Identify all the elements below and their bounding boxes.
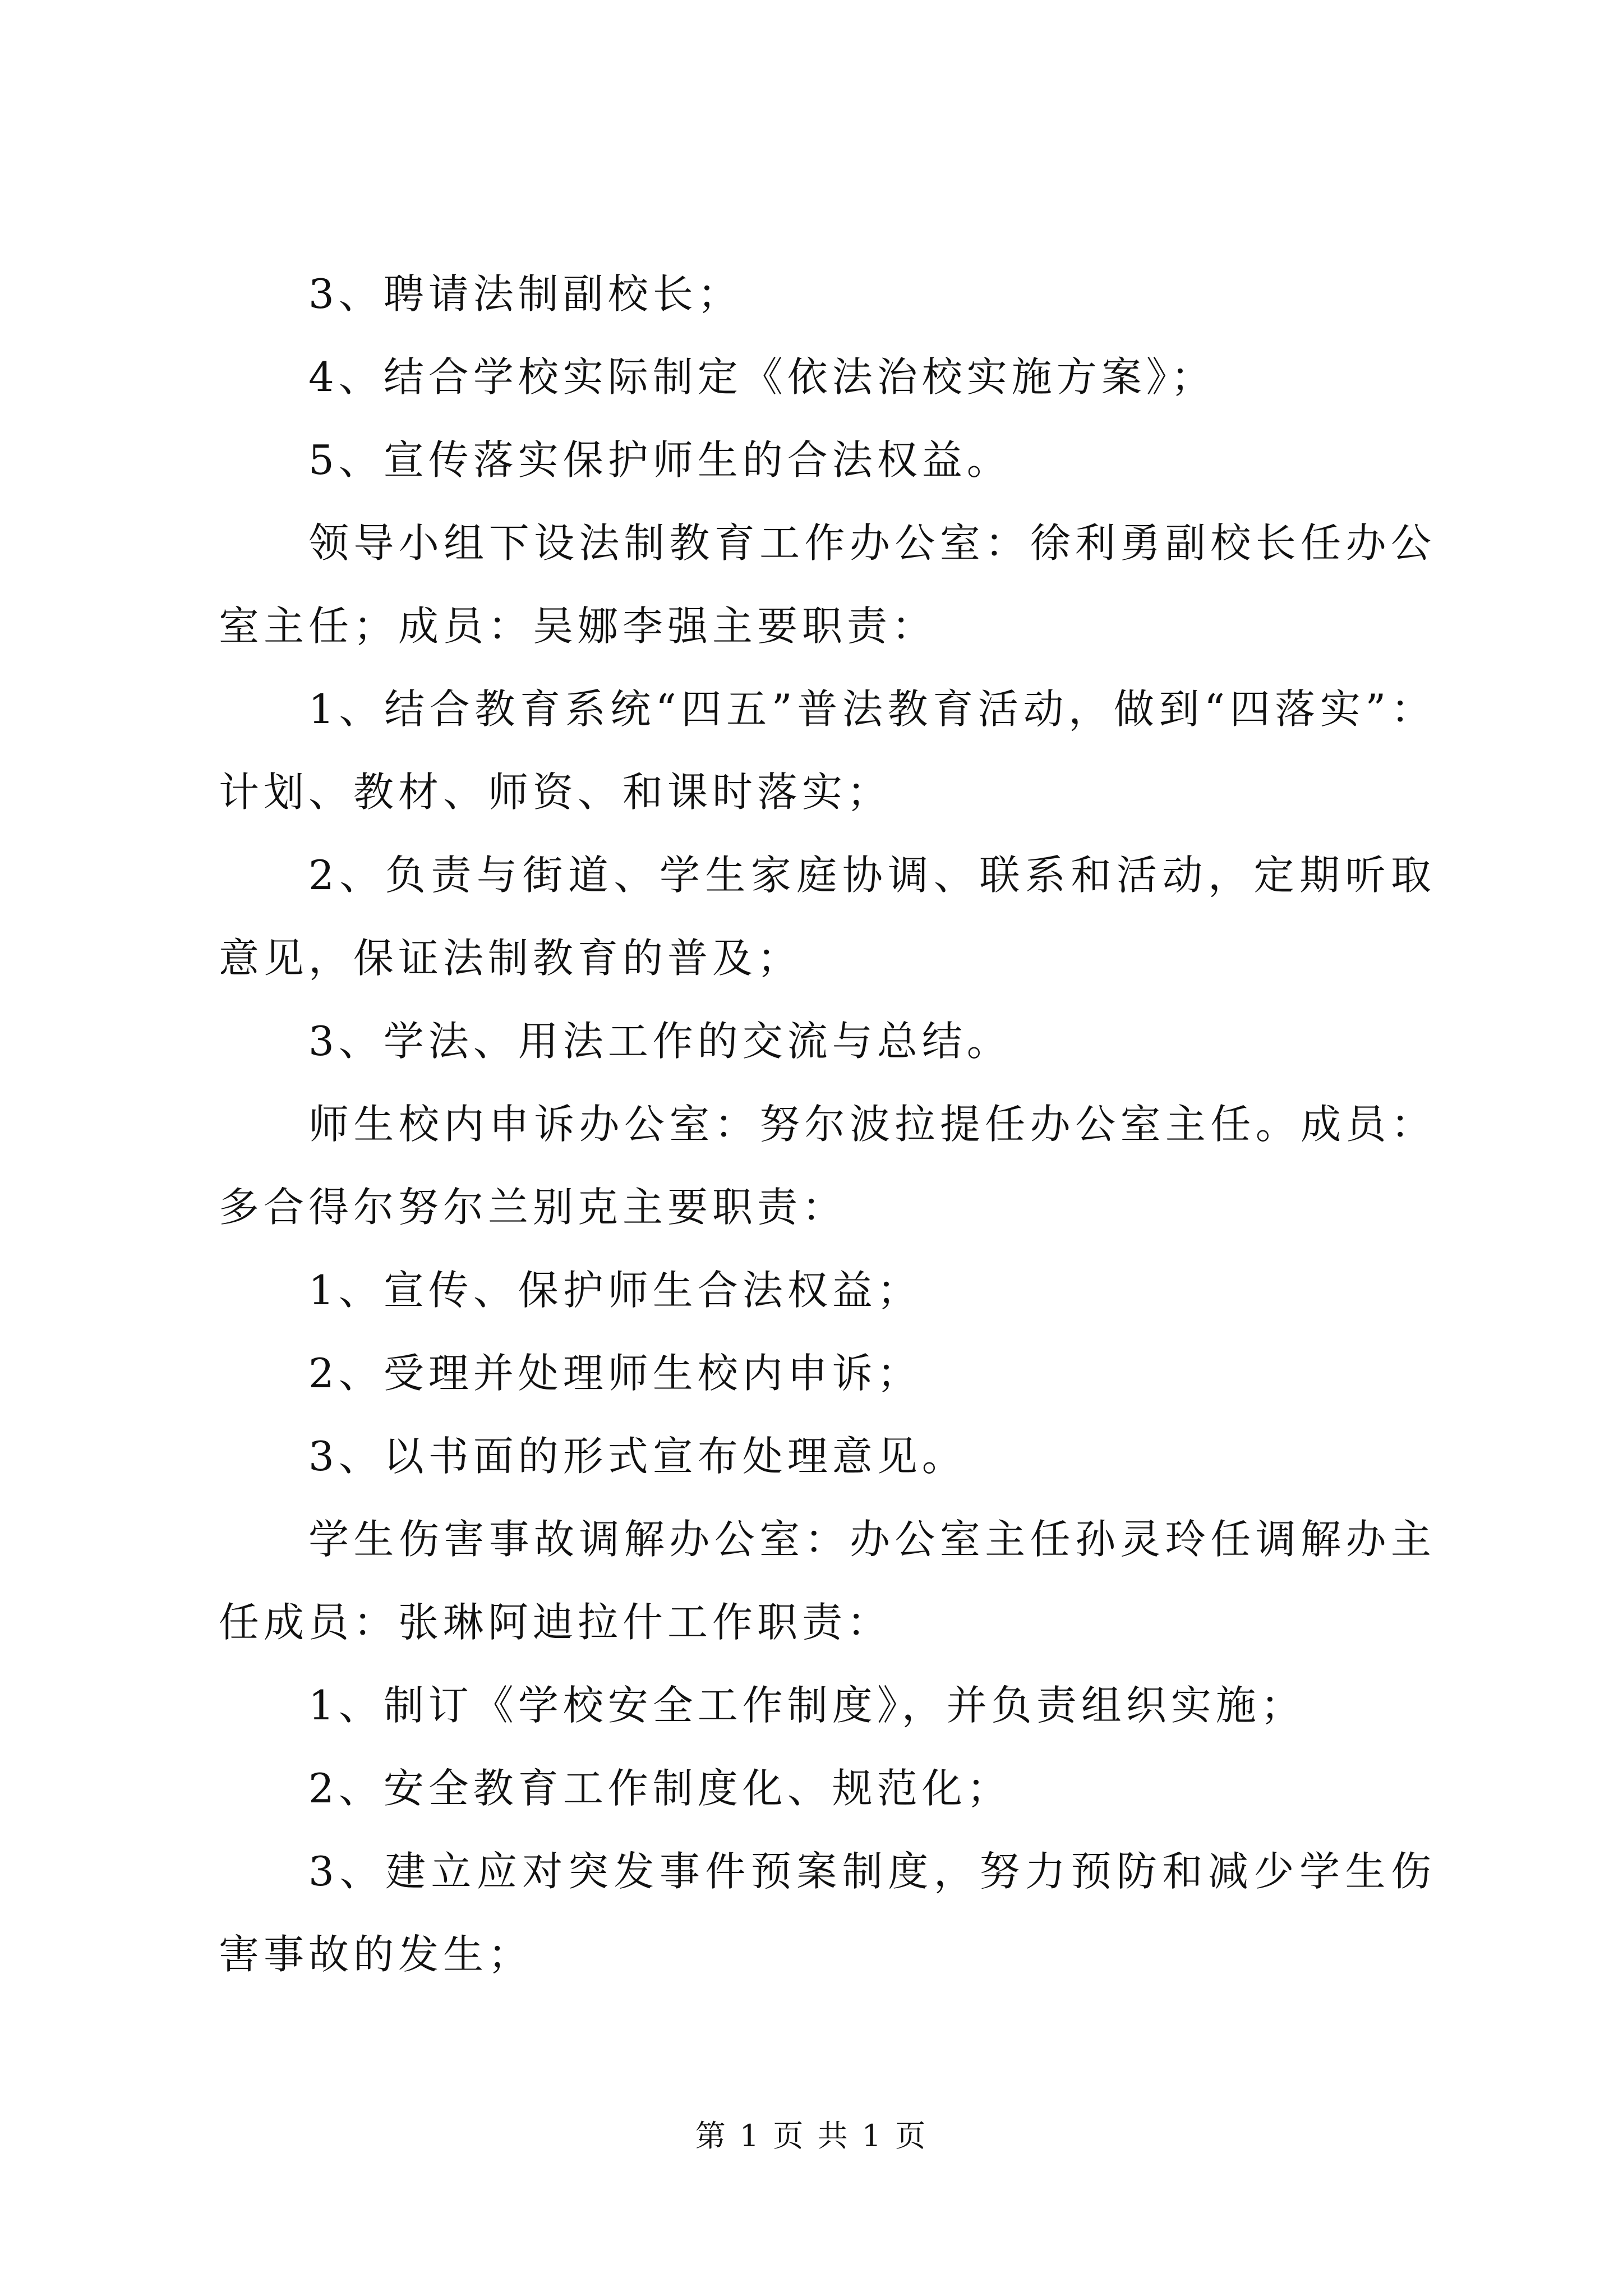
paragraph-12: 学生伤害事故调解办公室：办公室主任孙灵玲任调解办主任成员：张琳阿迪拉什工作职责： (219, 1516, 1436, 1646)
paragraph-2: 4、结合学校实际制定《依法治校实施方案》； (308, 353, 1216, 401)
paragraph-9: 1、宣传、保护师生合法权益； (308, 1267, 922, 1314)
paragraph-13: 1、制订《学校安全工作制度》，并负责组织实施； (308, 1682, 1306, 1729)
paragraph-1: 3、聘请法制副校长； (308, 270, 743, 318)
paragraph-4: 领导小组下设法制教育工作办公室：徐利勇副校长任办公室主任；成员：吴娜李强主要职责： (219, 519, 1436, 650)
paragraph-6: 2、负责与街道、学生家庭协调、联系和活动，定期听取意见，保证法制教育的普及； (219, 852, 1436, 982)
paragraph-11: 3、以书面的形式宣布处理意见。 (308, 1433, 967, 1480)
paragraph-14: 2、安全教育工作制度化、规范化； (308, 1765, 1012, 1812)
paragraph-7: 3、学法、用法工作的交流与总结。 (308, 1018, 1012, 1065)
paragraph-15: 3、建立应对突发事件预案制度，努力预防和减少学生伤害事故的发生； (219, 1848, 1436, 1978)
paragraph-3: 5、宣传落实保护师生的合法权益。 (308, 436, 1012, 484)
page-footer: 第 1 页 共 1 页 (695, 2118, 928, 2154)
paragraph-5: 1、结合教育系统“四五”普法教育活动，做到“四落实”：计划、教材、师资、和课时落实； (219, 685, 1436, 816)
paragraph-10: 2、受理并处理师生校内申诉； (308, 1350, 922, 1397)
paragraph-8: 师生校内申诉办公室：努尔波拉提任办公室主任。成员：多合得尔努尔兰别克主要职责： (219, 1101, 1436, 1231)
document-body (219, 252, 1436, 1996)
